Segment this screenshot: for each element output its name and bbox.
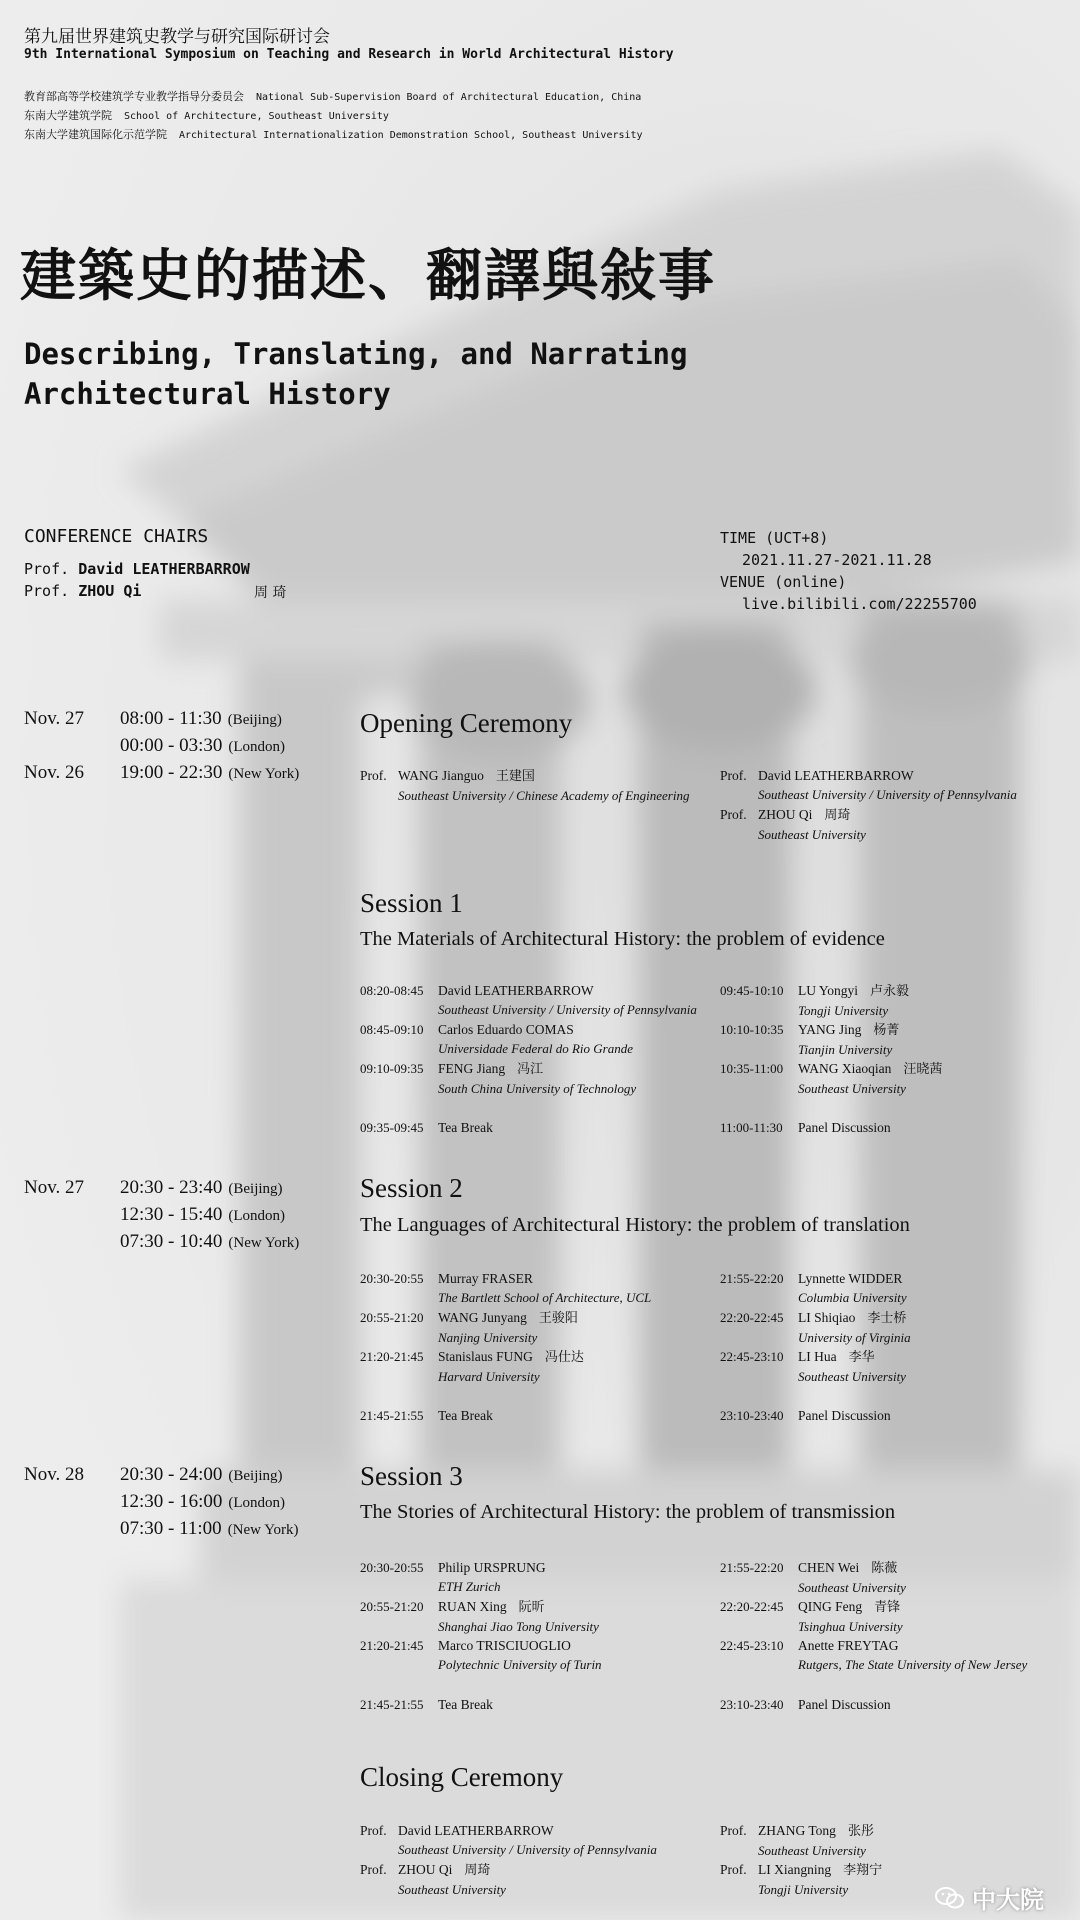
session1-talk-3 (360, 1059, 636, 1098)
talk-time: 21:55-22:20 (720, 1560, 784, 1575)
closing-speaker-2 (360, 1860, 506, 1899)
speaker-affiliation: Tongji University (758, 1882, 849, 1897)
speaker-cn: 周琦 (824, 808, 851, 823)
slot-time: 20:30 - 24:00 (120, 1464, 223, 1485)
speaker-affiliation: Tongji University (798, 1003, 889, 1018)
chair-1 (24, 560, 250, 578)
speaker-affiliation: Tsinghua University (798, 1619, 903, 1634)
talk-time: 20:55-21:20 (360, 1599, 424, 1614)
organizer-3-cn: 东南大学建筑国际化示范学院 (24, 128, 167, 141)
chair-name: ZHOU Qi (78, 582, 142, 600)
speaker-prefix: Prof. (360, 1823, 387, 1838)
organizer-3-en: Architectural Internationalization Demonstration School, Southeast University (179, 130, 643, 141)
speaker-affiliation: Shanghai Jiao Tong University (438, 1619, 599, 1634)
break-label: Tea Break (438, 1697, 493, 1712)
session2-break (360, 1406, 493, 1425)
wechat-icon (934, 1886, 966, 1910)
speaker-name: Carlos Eduardo COMAS (438, 1022, 574, 1037)
talk-time: 22:20-22:45 (720, 1599, 784, 1614)
session3-slot-newyork (120, 1518, 299, 1540)
speaker-name: WANG Junyang (438, 1310, 527, 1325)
session3-subtitle: The Stories of Architectural History: the problem of transmission (360, 1501, 896, 1523)
speaker-name: ZHOU Qi (398, 1862, 453, 1877)
slot-city: (London) (228, 1495, 286, 1511)
opening-slot-london (120, 735, 285, 757)
closing-title: Closing Ceremony (360, 1762, 564, 1792)
watermark (934, 1880, 1044, 1915)
main-title-en-line2: Architectural History (24, 377, 391, 411)
opening-title: Opening Ceremony (360, 708, 573, 738)
speaker-name: LI Xiangning (758, 1862, 832, 1877)
slot-time: 07:30 - 10:40 (120, 1231, 223, 1252)
organizer-2-en: School of Architecture, Southeast University (124, 111, 389, 122)
speaker-cn: 冯仕达 (544, 1350, 584, 1365)
panel-label: Panel Discussion (798, 1120, 891, 1135)
speaker-name: Philip URSPRUNG (438, 1560, 546, 1575)
slot-time: 08:00 - 11:30 (120, 708, 222, 729)
session1-panel (720, 1118, 891, 1137)
session1-talk-6 (720, 1059, 942, 1098)
speaker-affiliation: Southeast University (798, 1369, 906, 1384)
session2-date: Nov. 27 (24, 1177, 84, 1198)
talk-time: 20:30-20:55 (360, 1560, 424, 1575)
speaker-prefix: Prof. (720, 807, 747, 822)
speaker-affiliation: Universidade Federal do Rio Grande (438, 1041, 633, 1056)
speaker-name: Stanislaus FUNG (438, 1349, 533, 1364)
time-venue-block (720, 527, 977, 615)
organizer-1 (24, 88, 641, 104)
time-value: 2021.11.27-2021.11.28 (742, 551, 932, 569)
talk-time: 10:35-11:00 (720, 1061, 784, 1076)
chairs-heading: CONFERENCE CHAIRS (24, 526, 209, 547)
panel-time: 11:00-11:30 (720, 1120, 783, 1135)
session3-talk-1 (360, 1558, 546, 1596)
slot-city: (New York) (227, 1522, 299, 1538)
talk-time: 21:20-21:45 (360, 1638, 424, 1653)
speaker-affiliation: ETH Zurich (438, 1579, 501, 1594)
session2-subtitle: The Languages of Architectural History: the problem of translation (360, 1214, 910, 1236)
slot-time: 00:00 - 03:30 (120, 735, 223, 756)
talk-time: 22:45-23:10 (720, 1349, 784, 1364)
organizer-2-cn: 东南大学建筑学院 (24, 109, 112, 122)
opening-slot-beijing (120, 708, 282, 730)
slot-city: (Beijing) (228, 1468, 283, 1484)
speaker-affiliation: Tianjin University (798, 1042, 893, 1057)
speaker-cn: 张彤 (847, 1824, 874, 1839)
closing-speaker-4 (720, 1860, 882, 1899)
talk-time: 09:45-10:10 (720, 983, 784, 998)
talk-time: 20:30-20:55 (360, 1271, 424, 1286)
watermark-text: 中大院 (972, 1886, 1044, 1914)
slot-time: 12:30 - 15:40 (120, 1204, 223, 1225)
speaker-name: Lynnette WIDDER (798, 1271, 903, 1286)
slot-city: (New York) (228, 766, 300, 782)
session1-talk-4 (720, 981, 909, 1020)
speaker-name: LU Yongyi (798, 983, 859, 998)
session3-slot-beijing (120, 1464, 283, 1486)
session3-talk-6 (720, 1636, 1027, 1674)
session3-date: Nov. 28 (24, 1464, 84, 1485)
symposium-title-cn: 第九届世界建筑史教学与研究国际研讨会 (24, 27, 330, 47)
speaker-affiliation: Southeast University (798, 1081, 906, 1096)
speaker-cn: 阮昕 (518, 1600, 545, 1615)
panel-time: 23:10-23:40 (720, 1408, 784, 1423)
speaker-affiliation: Nanjing University (438, 1330, 538, 1345)
speaker-prefix: Prof. (360, 768, 387, 783)
session2-panel (720, 1406, 891, 1425)
speaker-affiliation: Southeast University (398, 1882, 506, 1897)
speaker-cn: 李士桥 (867, 1311, 907, 1326)
talk-time: 22:45-23:10 (720, 1638, 784, 1653)
slot-city: (London) (228, 739, 286, 755)
speaker-prefix: Prof. (720, 1862, 747, 1877)
speaker-affiliation: Southeast University / University of Pennsylvania (758, 787, 1017, 802)
organizer-2 (24, 107, 389, 123)
chair-2 (24, 582, 287, 601)
speaker-cn: 王骏阳 (538, 1311, 578, 1326)
session2-slot-beijing (120, 1177, 283, 1199)
session1-talk-2 (360, 1020, 633, 1058)
symposium-title-en: 9th International Symposium on Teaching and Research in World Architectural History (24, 47, 674, 62)
break-label: Tea Break (438, 1408, 493, 1423)
session3-talk-3 (360, 1636, 602, 1674)
speaker-affiliation: Southeast University (758, 827, 866, 842)
session2-title: Session 2 (360, 1173, 463, 1203)
opening-date-1: Nov. 27 (24, 708, 84, 729)
chair-cn: 周 琦 (254, 585, 287, 601)
slot-city: (New York) (228, 1235, 300, 1251)
speaker-cn: 周琦 (464, 1863, 491, 1878)
organizer-1-cn: 教育部高等学校建筑学专业教学指导分委员会 (24, 90, 244, 103)
break-time: 21:45-21:55 (360, 1408, 424, 1423)
talk-time: 10:10-10:35 (720, 1022, 784, 1037)
speaker-affiliation: Columbia University (798, 1290, 907, 1305)
speaker-name: David LEATHERBARROW (758, 768, 914, 783)
talk-time: 22:20-22:45 (720, 1310, 784, 1325)
speaker-name: ZHANG Tong (758, 1823, 836, 1838)
session3-talk-5 (720, 1597, 903, 1636)
speaker-affiliation: The Bartlett School of Architecture, UCL (438, 1290, 652, 1305)
session2-slot-newyork (120, 1231, 299, 1253)
opening-slot-newyork (120, 762, 299, 784)
time-label: TIME (UCT+8) (720, 529, 829, 547)
slot-city: (London) (228, 1208, 286, 1224)
venue-link[interactable]: live.bilibili.com/22255700 (742, 595, 977, 613)
main-title-en-line1: Describing, Translating, and Narrating (24, 337, 688, 371)
panel-label: Panel Discussion (798, 1408, 891, 1423)
session2-talk-6 (720, 1347, 906, 1386)
speaker-cn: 冯江 (517, 1062, 544, 1077)
speaker-name: WANG Xiaoqian (798, 1061, 892, 1076)
opening-speaker-3 (720, 805, 866, 844)
speaker-affiliation: University of Virginia (798, 1330, 911, 1345)
speaker-name: LI Shiqiao (798, 1310, 856, 1325)
slot-city: (Beijing) (228, 1181, 283, 1197)
speaker-name: QING Feng (798, 1599, 863, 1614)
speaker-name: ZHOU Qi (758, 807, 813, 822)
session3-panel (720, 1695, 891, 1714)
talk-time: 09:10-09:35 (360, 1061, 424, 1076)
session2-talk-5 (720, 1308, 911, 1347)
speaker-name: David LEATHERBARROW (438, 983, 594, 998)
opening-speaker-2 (720, 766, 1017, 804)
chair-name: David LEATHERBARROW (78, 560, 250, 578)
session3-slot-london (120, 1491, 285, 1513)
speaker-cn: 王建国 (495, 769, 535, 784)
session3-title: Session 3 (360, 1461, 463, 1491)
opening-speaker-1 (360, 766, 689, 805)
session3-break (360, 1695, 493, 1714)
speaker-prefix: Prof. (720, 768, 747, 783)
opening-date-2: Nov. 26 (24, 762, 84, 783)
speaker-name: CHEN Wei (798, 1560, 860, 1575)
chair-prefix: Prof. (24, 582, 70, 600)
speaker-cn: 李华 (848, 1350, 875, 1365)
speaker-affiliation: Southeast University (758, 1843, 866, 1858)
slot-time: 12:30 - 16:00 (120, 1491, 223, 1512)
speaker-affiliation: Harvard University (438, 1369, 540, 1384)
organizer-1-en: National Sub-Supervision Board of Architectural Education, China (256, 92, 642, 103)
speaker-cn: 青锋 (874, 1600, 901, 1615)
speaker-name: RUAN Xing (438, 1599, 507, 1614)
speaker-cn: 杨菁 (873, 1023, 900, 1038)
speaker-affiliation: South China University of Technology (438, 1081, 637, 1096)
speaker-affiliation: Southeast University (798, 1580, 906, 1595)
slot-time: 07:30 - 11:00 (120, 1518, 222, 1539)
speaker-name: Murray FRASER (438, 1271, 533, 1286)
session1-talk-5 (720, 1020, 899, 1059)
closing-speaker-1 (360, 1821, 657, 1859)
speaker-name: LI Hua (798, 1349, 837, 1364)
venue-label: VENUE (online) (720, 573, 847, 591)
session1-talk-1 (360, 981, 697, 1019)
speaker-cn: 卢永毅 (870, 984, 910, 999)
speaker-name: FENG Jiang (438, 1061, 506, 1076)
main-title-cn: 建築史的描述、翻譯與敍事 (20, 243, 716, 309)
speaker-cn: 汪晓茜 (903, 1062, 943, 1077)
session3-talk-4 (720, 1558, 906, 1597)
talk-time: 08:45-09:10 (360, 1022, 424, 1037)
organizer-3 (24, 126, 643, 142)
slot-city: (Beijing) (227, 712, 282, 728)
session2-talk-2 (360, 1308, 578, 1347)
main-title-en (24, 334, 687, 414)
speaker-cn: 陈薇 (871, 1561, 898, 1576)
speaker-affiliation: Southeast University / University of Pennsylvania (438, 1002, 697, 1017)
panel-label: Panel Discussion (798, 1697, 891, 1712)
talk-time: 08:20-08:45 (360, 983, 424, 998)
session2-talk-3 (360, 1347, 584, 1386)
break-time: 09:35-09:45 (360, 1120, 424, 1135)
session2-slot-london (120, 1204, 285, 1226)
slot-time: 19:00 - 22:30 (120, 762, 223, 783)
talk-time: 21:55-22:20 (720, 1271, 784, 1286)
speaker-prefix: Prof. (720, 1823, 747, 1838)
session2-talk-1 (360, 1269, 651, 1307)
speaker-name: David LEATHERBARROW (398, 1823, 554, 1838)
talk-time: 21:20-21:45 (360, 1349, 424, 1364)
session1-break (360, 1118, 493, 1137)
break-time: 21:45-21:55 (360, 1697, 424, 1712)
speaker-name: WANG Jianguo (398, 768, 484, 783)
speaker-cn: 李翔宁 (843, 1863, 883, 1878)
panel-time: 23:10-23:40 (720, 1697, 784, 1712)
speaker-affiliation: Southeast University / University of Pennsylvania (398, 1842, 657, 1857)
session2-talk-4 (720, 1269, 907, 1307)
session3-talk-2 (360, 1597, 599, 1636)
break-label: Tea Break (438, 1120, 493, 1135)
speaker-affiliation: Polytechnic University of Turin (438, 1657, 602, 1672)
speaker-name: YANG Jing (798, 1022, 862, 1037)
speaker-name: Marco TRISCIUOGLIO (438, 1638, 571, 1653)
chair-prefix: Prof. (24, 560, 70, 578)
speaker-affiliation: Rutgers, The State University of New Jersey (798, 1657, 1028, 1672)
speaker-name: Anette FREYTAG (798, 1638, 899, 1653)
session1-subtitle: The Materials of Architectural History: the problem of evidence (360, 928, 885, 950)
talk-time: 20:55-21:20 (360, 1310, 424, 1325)
speaker-affiliation: Southeast University / Chinese Academy of Engineering (398, 788, 690, 803)
closing-speaker-3 (720, 1821, 874, 1860)
slot-time: 20:30 - 23:40 (120, 1177, 223, 1198)
session1-title: Session 1 (360, 888, 463, 918)
speaker-prefix: Prof. (360, 1862, 387, 1877)
